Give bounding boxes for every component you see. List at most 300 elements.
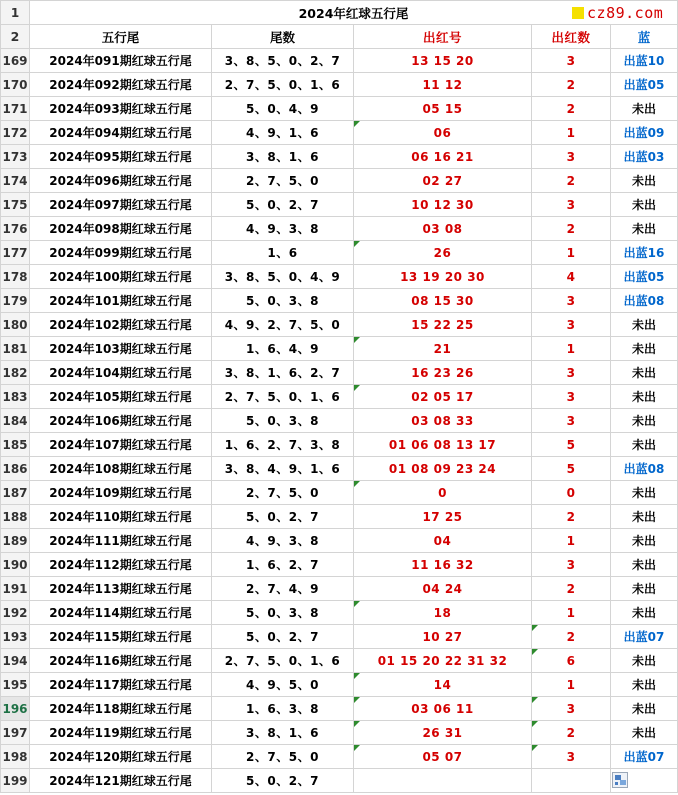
row-header[interactable] [1, 481, 30, 505]
row-header-value: 172 [2, 125, 28, 140]
row-header-value: 178 [2, 269, 28, 284]
cell-blue[interactable] [611, 553, 678, 577]
table-row [1, 73, 678, 97]
cell-period[interactable] [30, 409, 212, 433]
cell-red-count[interactable] [532, 577, 611, 601]
cell-red-count[interactable] [532, 337, 611, 361]
row-header[interactable] [1, 385, 30, 409]
table-row [1, 721, 678, 745]
cell-red-numbers[interactable] [354, 289, 532, 313]
cell-red-count-value: 5 [566, 461, 576, 476]
column-header-reds[interactable]: 出红号 [354, 25, 532, 49]
cell-red-count[interactable] [532, 649, 611, 673]
cell-tails[interactable] [212, 769, 354, 793]
cell-tails[interactable] [212, 265, 354, 289]
cell-red-count-value: 3 [566, 557, 576, 572]
cell-red-count[interactable] [532, 457, 611, 481]
cell-red-numbers-value: 18 [433, 605, 452, 620]
cell-red-numbers-value: 04 24 [422, 581, 463, 596]
cell-red-count[interactable] [532, 409, 611, 433]
row-header[interactable] [1, 625, 30, 649]
row-header[interactable] [1, 553, 30, 577]
paste-options-icon[interactable] [612, 772, 628, 788]
cell-red-numbers-value: 02 05 17 [411, 389, 474, 404]
cell-red-numbers[interactable] [354, 457, 532, 481]
cell-period[interactable] [30, 193, 212, 217]
cell-red-numbers[interactable] [354, 385, 532, 409]
cell-period[interactable] [30, 145, 212, 169]
cell-red-count[interactable] [532, 289, 611, 313]
row-header-value: 173 [2, 149, 28, 164]
cell-period[interactable] [30, 385, 212, 409]
row-header[interactable] [1, 577, 30, 601]
row-header-value: 174 [2, 173, 28, 188]
cell-period[interactable] [30, 457, 212, 481]
row-header[interactable] [1, 265, 30, 289]
table-row [1, 241, 678, 265]
cell-blue[interactable] [611, 121, 678, 145]
cell-red-count-value: 5 [566, 437, 576, 452]
cell-red-numbers[interactable] [354, 577, 532, 601]
row-header[interactable] [1, 673, 30, 697]
cell-blue-value: 未出 [632, 654, 657, 668]
column-header-tails[interactable]: 尾数 [212, 25, 354, 49]
cell-period[interactable] [30, 697, 212, 721]
cell-red-numbers-value: 05 15 [422, 101, 463, 116]
cell-red-numbers[interactable] [354, 721, 532, 745]
cell-tails[interactable] [212, 49, 354, 73]
cell-period-value: 2024年114期红球五行尾 [49, 606, 192, 620]
cell-red-count-value: 1 [566, 605, 576, 620]
cell-tails[interactable] [212, 409, 354, 433]
cell-tails[interactable] [212, 601, 354, 625]
cell-tails[interactable] [212, 553, 354, 577]
row-header[interactable] [1, 193, 30, 217]
row-header[interactable] [1, 337, 30, 361]
cell-red-numbers[interactable] [354, 361, 532, 385]
cell-red-count-value: 2 [566, 581, 576, 596]
table-row [1, 265, 678, 289]
cell-blue[interactable] [611, 433, 678, 457]
table-row [1, 169, 678, 193]
table-row [1, 769, 678, 793]
cell-blue[interactable] [611, 385, 678, 409]
cell-red-count[interactable] [532, 145, 611, 169]
row-header[interactable] [1, 73, 30, 97]
table-row [1, 529, 678, 553]
cell-red-numbers-value: 15 22 25 [411, 317, 474, 332]
row-header-value: 193 [2, 629, 28, 644]
row-header[interactable] [1, 769, 30, 793]
cell-period[interactable] [30, 121, 212, 145]
cell-red-numbers[interactable] [354, 433, 532, 457]
cell-red-count[interactable] [532, 505, 611, 529]
cell-red-numbers[interactable] [354, 697, 532, 721]
cell-red-numbers[interactable] [354, 145, 532, 169]
cell-red-count[interactable] [532, 241, 611, 265]
row-header[interactable] [1, 409, 30, 433]
cell-tails[interactable] [212, 481, 354, 505]
cell-tails[interactable] [212, 505, 354, 529]
cell-period-value: 2024年117期红球五行尾 [49, 678, 192, 692]
table-row [1, 121, 678, 145]
cell-red-numbers[interactable] [354, 673, 532, 697]
row-header-value: 180 [2, 317, 28, 332]
cell-red-count[interactable] [532, 265, 611, 289]
cell-red-numbers[interactable] [354, 193, 532, 217]
cell-red-count-value: 1 [566, 341, 576, 356]
cell-tails[interactable] [212, 625, 354, 649]
cell-blue[interactable] [611, 577, 678, 601]
cell-tails[interactable] [212, 721, 354, 745]
cell-period[interactable] [30, 433, 212, 457]
cell-red-numbers-value: 13 15 20 [411, 53, 474, 68]
row-header[interactable] [1, 217, 30, 241]
cell-red-count[interactable] [532, 73, 611, 97]
cell-tails[interactable] [212, 169, 354, 193]
cell-tails[interactable] [212, 121, 354, 145]
cell-comment-marker-icon [354, 697, 360, 703]
cell-red-numbers[interactable] [354, 337, 532, 361]
cell-period-value: 2024年115期红球五行尾 [49, 630, 192, 644]
cell-red-count-value: 2 [566, 509, 576, 524]
cell-red-numbers[interactable] [354, 649, 532, 673]
cell-tails-value: 3、8、4、9、1、6 [224, 462, 341, 476]
cell-red-count[interactable] [532, 553, 611, 577]
cell-blue-value: 未出 [632, 366, 657, 380]
cell-comment-marker-icon [532, 649, 538, 655]
cell-tails-value: 3、8、5、0、2、7 [224, 54, 341, 68]
cell-blue-value: 出蓝09 [623, 126, 665, 140]
cell-red-numbers[interactable] [354, 265, 532, 289]
cell-red-numbers-value: 01 08 09 23 24 [388, 461, 497, 476]
cell-blue[interactable] [611, 649, 678, 673]
cell-red-count-value: 3 [566, 317, 576, 332]
cell-tails[interactable] [212, 337, 354, 361]
cell-red-numbers[interactable] [354, 49, 532, 73]
table-row [1, 409, 678, 433]
cell-red-numbers-value: 03 08 33 [411, 413, 474, 428]
cell-red-numbers-value: 11 16 32 [411, 557, 474, 572]
cell-tails[interactable] [212, 73, 354, 97]
cell-period[interactable] [30, 97, 212, 121]
cell-red-count-value: 2 [566, 221, 576, 236]
cell-blue[interactable] [611, 529, 678, 553]
row-header[interactable] [1, 49, 30, 73]
cell-tails[interactable] [212, 649, 354, 673]
row-header[interactable] [1, 505, 30, 529]
cell-blue[interactable] [611, 265, 678, 289]
cell-tails[interactable] [212, 289, 354, 313]
cell-tails[interactable] [212, 313, 354, 337]
cell-tails[interactable] [212, 577, 354, 601]
cell-period[interactable] [30, 49, 212, 73]
cell-tails-value: 5、0、4、9 [246, 102, 319, 116]
cell-period[interactable] [30, 769, 212, 793]
cell-blue[interactable] [611, 49, 678, 73]
cell-red-numbers-value: 06 16 21 [411, 149, 474, 164]
cell-tails[interactable] [212, 457, 354, 481]
cell-red-count[interactable] [532, 49, 611, 73]
cell-period-value: 2024年100期红球五行尾 [49, 270, 192, 284]
cell-blue-value: 未出 [632, 438, 657, 452]
cell-blue[interactable] [611, 457, 678, 481]
cell-period[interactable] [30, 673, 212, 697]
row-header[interactable] [1, 121, 30, 145]
cell-blue-value: 未出 [632, 486, 657, 500]
cell-blue[interactable] [611, 745, 678, 769]
cell-period[interactable] [30, 601, 212, 625]
cell-blue[interactable] [611, 673, 678, 697]
cell-red-count[interactable] [532, 385, 611, 409]
cell-period[interactable] [30, 649, 212, 673]
cell-period[interactable] [30, 529, 212, 553]
cell-red-numbers-value: 04 [433, 533, 452, 548]
cell-blue[interactable] [611, 505, 678, 529]
cell-red-count-value: 3 [566, 389, 576, 404]
row-header[interactable] [1, 289, 30, 313]
row-header[interactable] [1, 601, 30, 625]
cell-tails[interactable] [212, 697, 354, 721]
row-header[interactable] [1, 457, 30, 481]
cell-blue[interactable] [611, 697, 678, 721]
cell-blue[interactable] [611, 217, 678, 241]
cell-comment-marker-icon [532, 625, 538, 631]
cell-blue[interactable] [611, 289, 678, 313]
cell-tails[interactable] [212, 673, 354, 697]
cell-blue-value: 出蓝07 [623, 750, 665, 764]
cell-tails-value: 2、7、5、0 [246, 486, 319, 500]
cell-period-value: 2024年101期红球五行尾 [49, 294, 192, 308]
cell-blue-value: 未出 [632, 702, 657, 716]
cell-red-numbers[interactable] [354, 169, 532, 193]
cell-tails[interactable] [212, 745, 354, 769]
cell-period[interactable] [30, 505, 212, 529]
row-header-value: 199 [2, 773, 28, 788]
cell-tails-value: 5、0、2、7 [246, 774, 319, 788]
cell-red-count-value: 2 [566, 725, 576, 740]
cell-period[interactable] [30, 217, 212, 241]
row-header[interactable] [1, 97, 30, 121]
cell-period-value: 2024年092期红球五行尾 [49, 78, 192, 92]
table-row [1, 481, 678, 505]
cell-red-numbers-value: 01 15 20 22 31 32 [377, 653, 508, 668]
cell-red-count[interactable] [532, 169, 611, 193]
cell-red-numbers-value: 13 19 20 30 [400, 269, 485, 284]
cell-tails[interactable] [212, 241, 354, 265]
cell-red-count[interactable] [532, 193, 611, 217]
logo-text: cz89.com [587, 3, 664, 22]
cell-red-count-value: 1 [566, 533, 576, 548]
cell-red-count-value: 3 [566, 749, 576, 764]
row-header-value: 169 [2, 53, 28, 68]
cell-blue[interactable] [611, 169, 678, 193]
row-header[interactable] [1, 697, 30, 721]
cell-blue-value: 未出 [632, 558, 657, 572]
row-header-value: 182 [2, 365, 28, 380]
cell-red-count[interactable] [532, 601, 611, 625]
cell-tails[interactable] [212, 145, 354, 169]
cell-period[interactable] [30, 313, 212, 337]
cell-red-numbers[interactable] [354, 121, 532, 145]
row-header[interactable]: 1 [1, 1, 30, 25]
cell-blue-value: 出蓝16 [623, 246, 665, 260]
cell-red-numbers-value: 03 06 11 [411, 701, 474, 716]
cell-period[interactable] [30, 265, 212, 289]
cell-period[interactable] [30, 625, 212, 649]
cell-blue[interactable] [611, 361, 678, 385]
column-header-blue[interactable]: 蓝 [611, 25, 678, 49]
table-row [1, 217, 678, 241]
cell-period[interactable] [30, 241, 212, 265]
cell-period[interactable] [30, 745, 212, 769]
cell-tails[interactable] [212, 385, 354, 409]
table-row [1, 49, 678, 73]
cell-red-count[interactable] [532, 97, 611, 121]
cell-red-numbers[interactable] [354, 481, 532, 505]
cell-red-numbers-value: 10 27 [422, 629, 463, 644]
row-header[interactable] [1, 145, 30, 169]
cell-red-numbers[interactable] [354, 625, 532, 649]
row-header[interactable] [1, 169, 30, 193]
logo-square-icon [572, 7, 584, 19]
cell-blue-value: 未出 [632, 606, 657, 620]
cell-period[interactable] [30, 337, 212, 361]
cell-blue-value: 未出 [632, 174, 657, 188]
table-row [1, 649, 678, 673]
cell-tails-value: 2、7、5、0 [246, 174, 319, 188]
cell-tails-value: 4、9、2、7、5、0 [224, 318, 341, 332]
cell-red-numbers[interactable] [354, 601, 532, 625]
cell-red-count[interactable] [532, 769, 611, 793]
cell-tails-value: 4、9、5、0 [246, 678, 319, 692]
cell-tails[interactable] [212, 529, 354, 553]
cell-red-count[interactable] [532, 313, 611, 337]
cell-comment-marker-icon [354, 601, 360, 607]
cell-red-count[interactable] [532, 745, 611, 769]
cell-red-numbers-value: 21 [433, 341, 452, 356]
cell-red-count-value: 4 [566, 269, 576, 284]
cell-red-count-value: 2 [566, 173, 576, 188]
cell-period-value: 2024年112期红球五行尾 [49, 558, 192, 572]
cell-blue[interactable] [611, 73, 678, 97]
cell-red-numbers-value: 26 [433, 245, 452, 260]
row-header[interactable] [1, 241, 30, 265]
cell-period[interactable] [30, 553, 212, 577]
cell-blue[interactable] [611, 601, 678, 625]
cell-red-numbers[interactable] [354, 409, 532, 433]
column-header-red-count[interactable]: 出红数 [532, 25, 611, 49]
cell-red-numbers[interactable] [354, 505, 532, 529]
cell-period-value: 2024年106期红球五行尾 [49, 414, 192, 428]
cell-red-count[interactable] [532, 625, 611, 649]
cell-period-value: 2024年102期红球五行尾 [49, 318, 192, 332]
cell-blue-value: 未出 [632, 102, 657, 116]
row-header[interactable] [1, 721, 30, 745]
cell-blue[interactable] [611, 625, 678, 649]
cell-blue[interactable] [611, 409, 678, 433]
cell-blue-value: 未出 [632, 390, 657, 404]
cell-red-count-value: 2 [566, 77, 576, 92]
cell-tails-value: 5、0、2、7 [246, 198, 319, 212]
cell-tails[interactable] [212, 433, 354, 457]
column-header-period[interactable]: 五行尾 [30, 25, 212, 49]
table-row [1, 433, 678, 457]
cell-blue-value: 未出 [632, 678, 657, 692]
cell-red-numbers[interactable] [354, 745, 532, 769]
cell-red-count[interactable] [532, 121, 611, 145]
cell-period[interactable] [30, 73, 212, 97]
cell-red-count[interactable] [532, 673, 611, 697]
cell-blue[interactable] [611, 313, 678, 337]
cell-red-count[interactable] [532, 361, 611, 385]
cell-period[interactable] [30, 169, 212, 193]
cell-red-numbers[interactable] [354, 529, 532, 553]
cell-comment-marker-icon [532, 745, 538, 751]
sheet-title-cell[interactable] [30, 1, 678, 25]
cell-red-count[interactable] [532, 529, 611, 553]
cell-period[interactable] [30, 481, 212, 505]
cell-red-count-value: 1 [566, 125, 576, 140]
cell-red-numbers[interactable] [354, 553, 532, 577]
row-header-value: 183 [2, 389, 28, 404]
cell-red-count[interactable] [532, 721, 611, 745]
row-header-value: 196 [2, 701, 28, 716]
cell-period[interactable] [30, 361, 212, 385]
cell-red-count-value: 3 [566, 365, 576, 380]
cell-blue[interactable] [611, 193, 678, 217]
cell-tails[interactable] [212, 97, 354, 121]
row-header[interactable] [1, 649, 30, 673]
cell-blue[interactable] [611, 97, 678, 121]
row-header[interactable] [1, 529, 30, 553]
cell-blue[interactable] [611, 241, 678, 265]
cell-blue[interactable] [611, 721, 678, 745]
cell-tails[interactable] [212, 361, 354, 385]
cell-red-count[interactable] [532, 697, 611, 721]
cell-red-numbers[interactable] [354, 217, 532, 241]
cell-tails[interactable] [212, 193, 354, 217]
cell-red-count[interactable] [532, 433, 611, 457]
cell-comment-marker-icon [354, 721, 360, 727]
cell-tails[interactable] [212, 217, 354, 241]
row-header[interactable] [1, 745, 30, 769]
cell-period-value: 2024年116期红球五行尾 [49, 654, 192, 668]
row-header-value: 181 [2, 341, 28, 356]
row-header-value: 177 [2, 245, 28, 260]
cell-blue[interactable] [611, 145, 678, 169]
row-header[interactable] [1, 361, 30, 385]
cell-red-count[interactable] [532, 481, 611, 505]
cell-period[interactable] [30, 721, 212, 745]
cell-red-numbers[interactable] [354, 313, 532, 337]
cell-red-count[interactable] [532, 217, 611, 241]
cell-red-count-value: 0 [566, 485, 576, 500]
cell-red-numbers[interactable] [354, 97, 532, 121]
row-header[interactable] [1, 313, 30, 337]
cell-red-numbers[interactable] [354, 241, 532, 265]
cell-blue[interactable] [611, 337, 678, 361]
cell-blue[interactable] [611, 481, 678, 505]
cell-comment-marker-icon [532, 697, 538, 703]
cell-red-numbers[interactable] [354, 769, 532, 793]
cell-period[interactable] [30, 289, 212, 313]
row-header[interactable] [1, 433, 30, 457]
cell-period[interactable] [30, 577, 212, 601]
cell-blue-value: 未出 [632, 582, 657, 596]
cell-red-numbers[interactable] [354, 73, 532, 97]
row-header[interactable]: 2 [1, 25, 30, 49]
